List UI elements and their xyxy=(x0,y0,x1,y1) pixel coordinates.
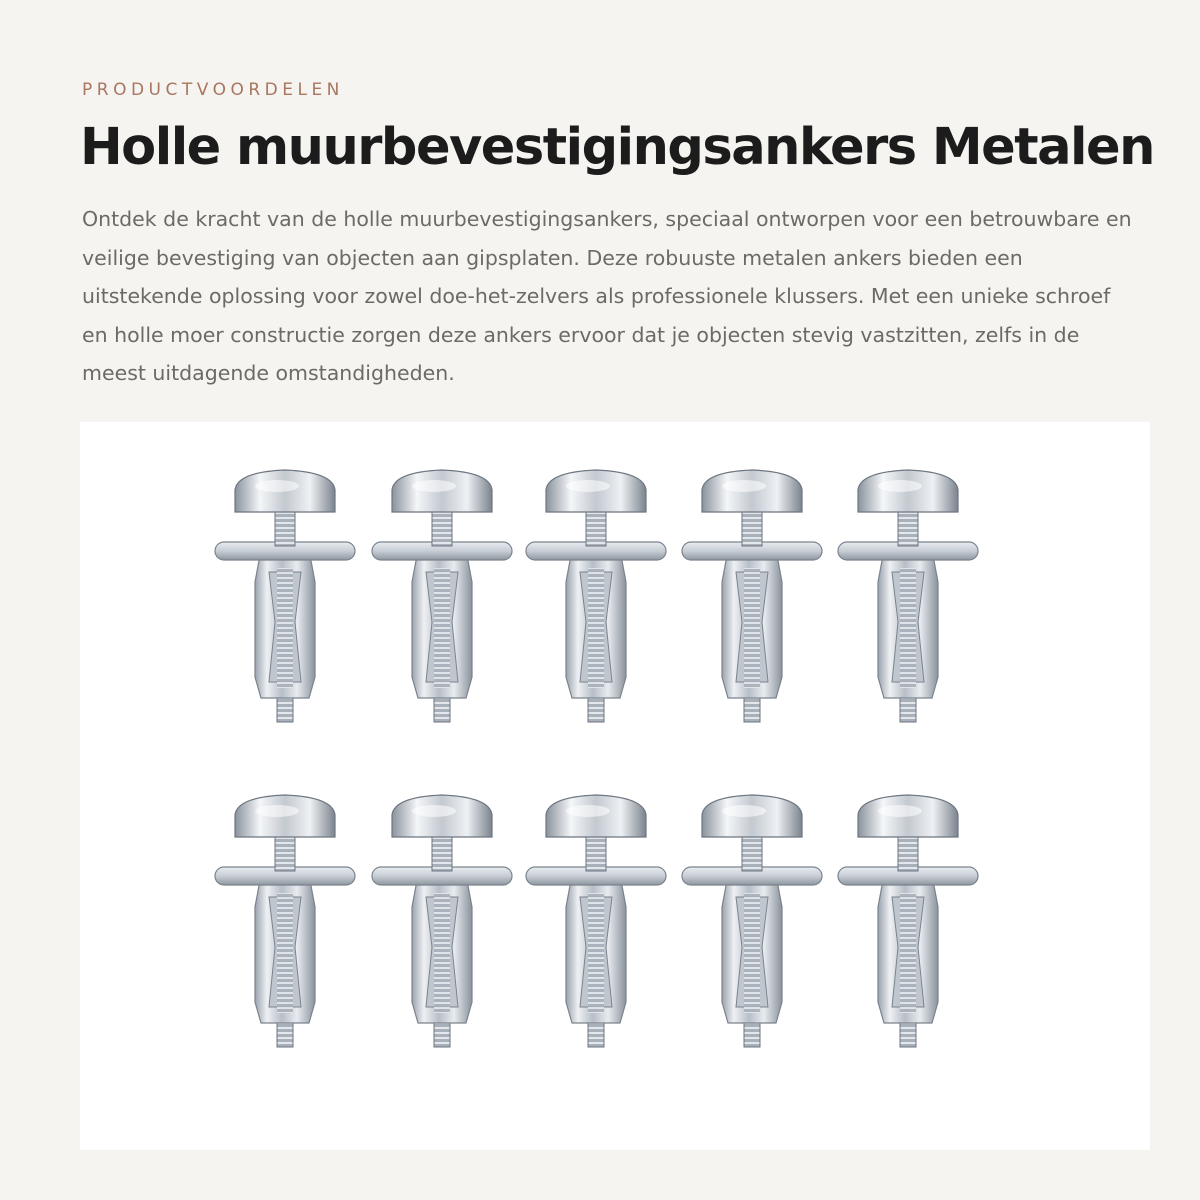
anchor-item xyxy=(215,795,355,1047)
section-description: Ontdek de kracht van de holle muurbevestigingsankers, speciaal ontworpen voor een betrouwbare en veilige bevestiging van objecten aan gipsplaten. Deze robuuste metalen ankers bieden een uitstekende oplossing voor zowel doe-het-zelvers als professionele klussers. Met een unieke schroef en holle moer constructie zorgen deze ankers ervoor dat je objecten stevig vastzitten, zelfs in de meest uitdagende omstandigheden. xyxy=(82,207,1132,385)
anchor-item xyxy=(372,470,512,722)
product-image xyxy=(80,422,1150,1150)
anchor-item xyxy=(215,470,355,722)
section-eyebrow: PRODUCTVOORDELEN xyxy=(82,80,344,100)
anchor-item xyxy=(372,795,512,1047)
anchors-illustration xyxy=(80,422,1150,1150)
anchor-item xyxy=(682,470,822,722)
anchor-item xyxy=(526,470,666,722)
anchor-item xyxy=(838,470,978,722)
anchor-item xyxy=(838,795,978,1047)
anchor-item xyxy=(682,795,822,1047)
anchor-item xyxy=(526,795,666,1047)
section-title: Holle muurbevestigingsankers Metalen xyxy=(80,118,1154,177)
